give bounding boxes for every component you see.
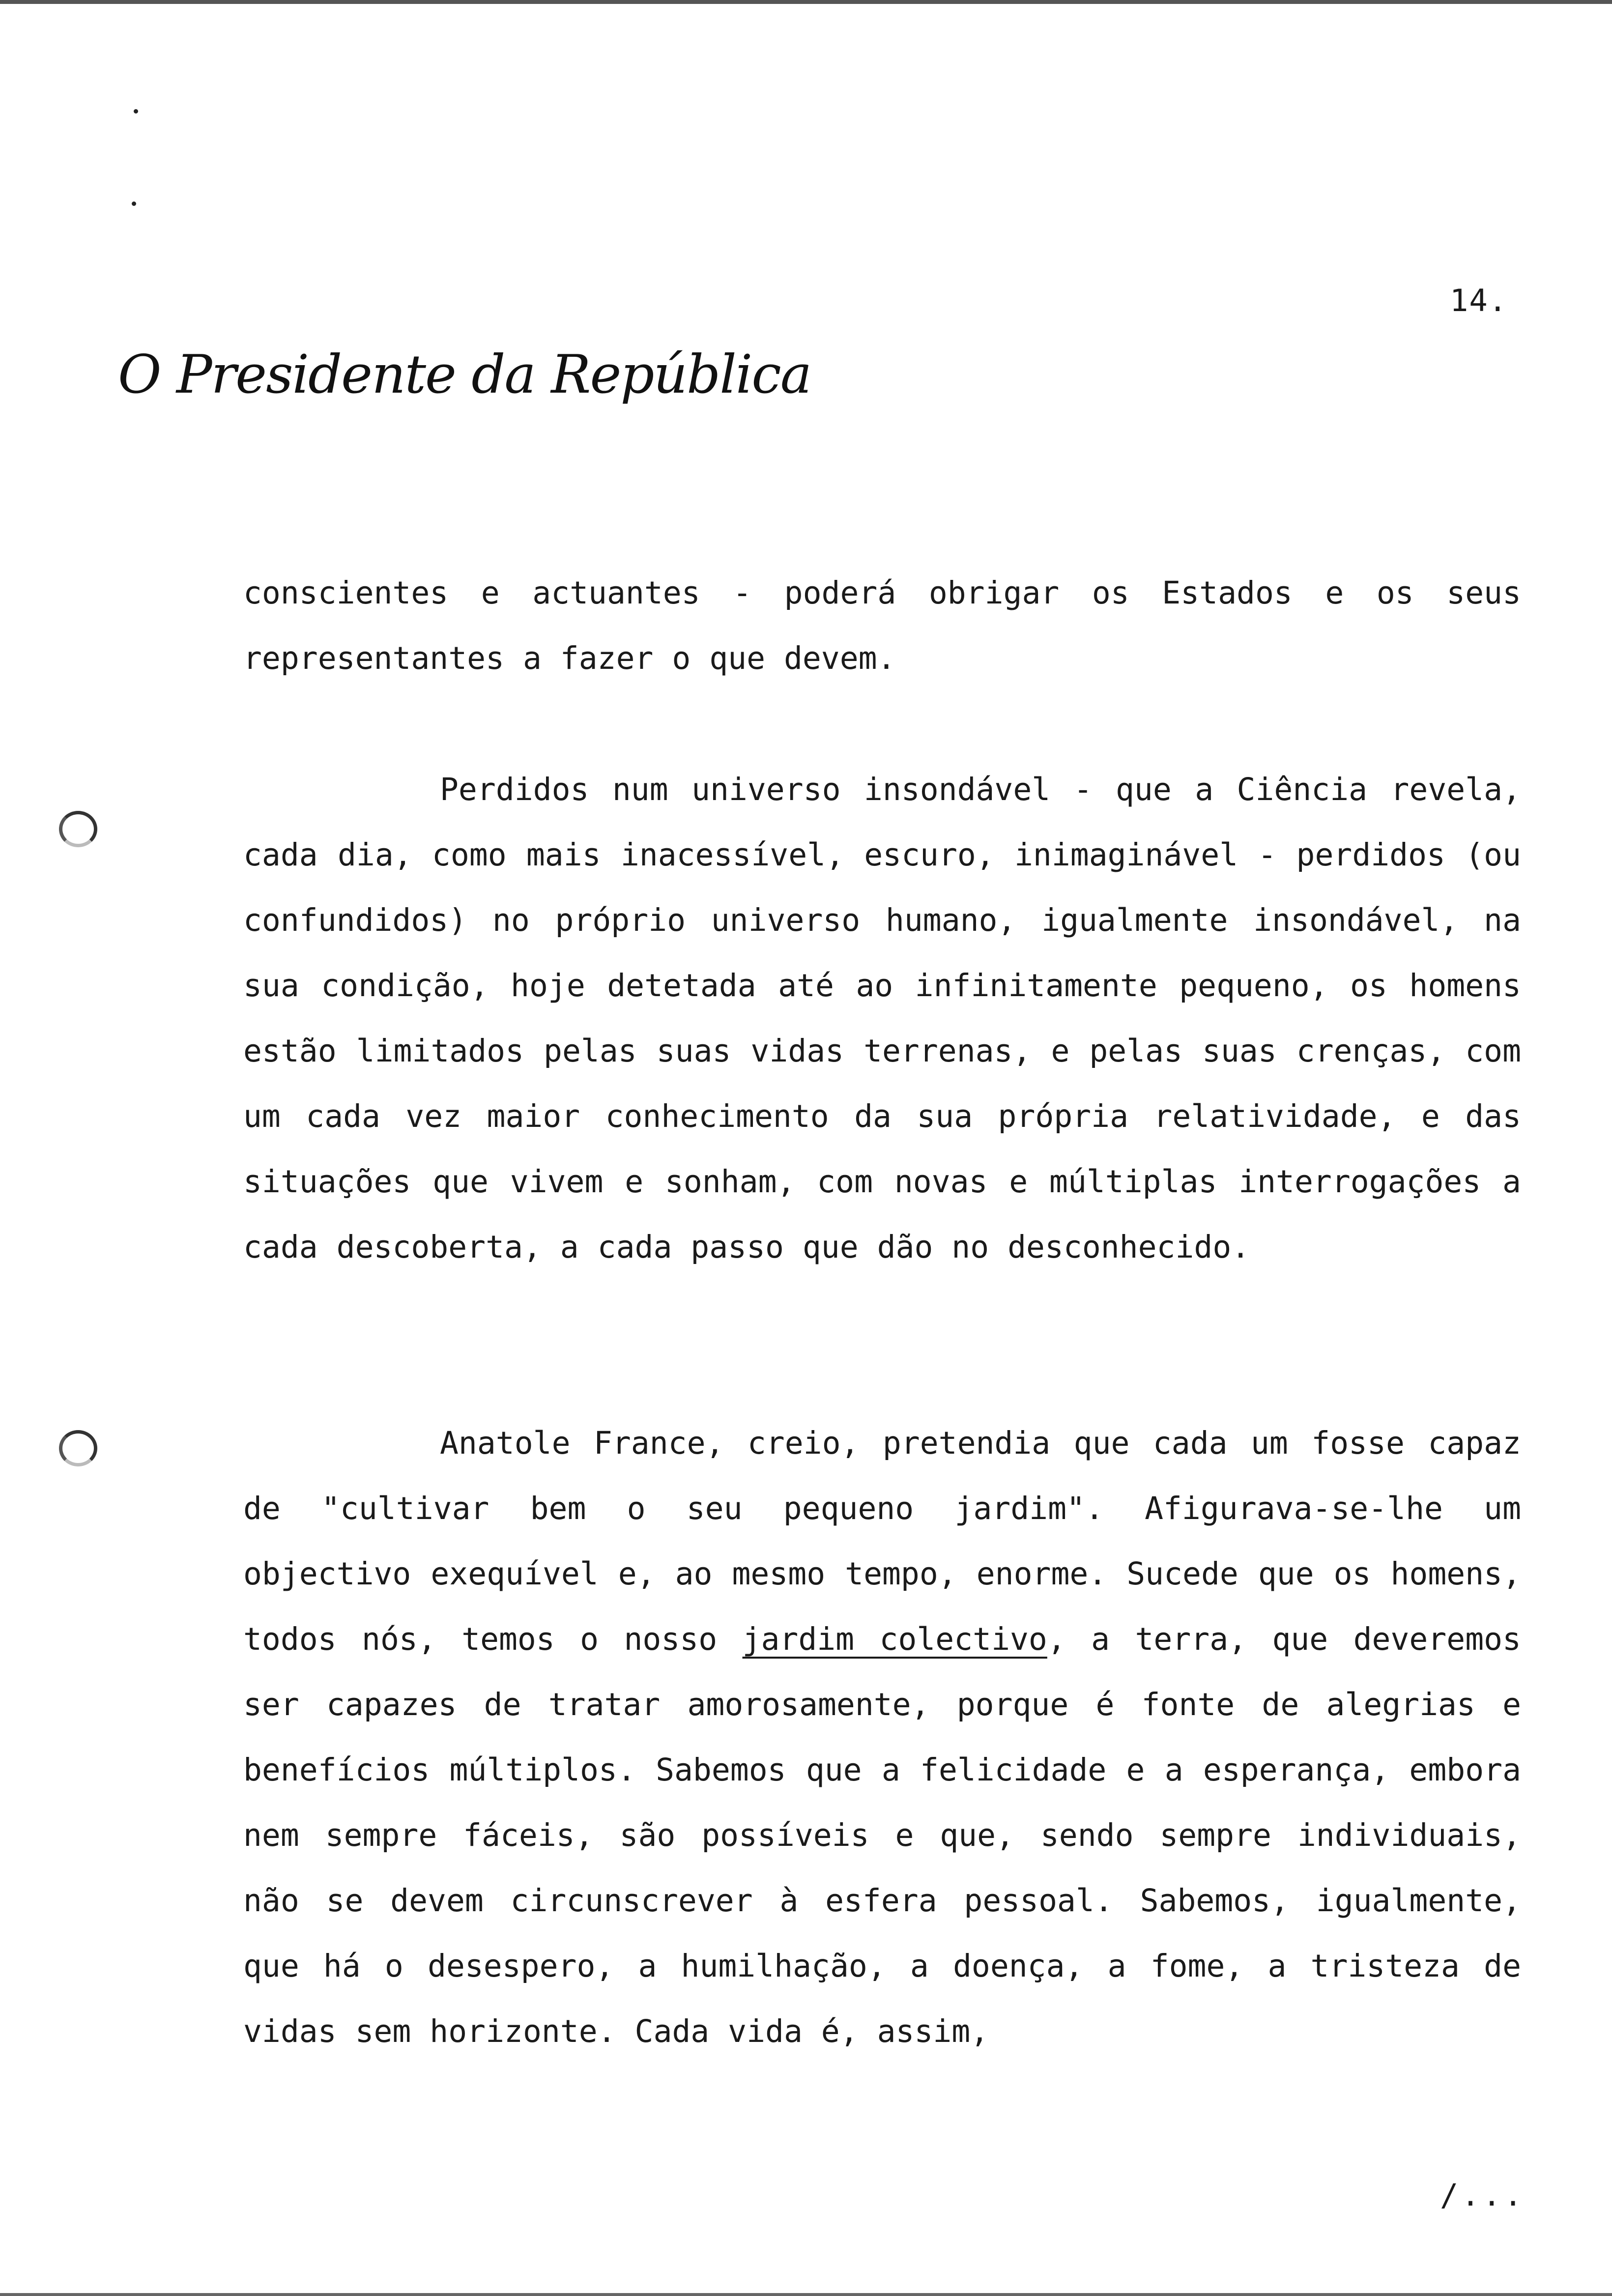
paragraph-2: Perdidos num universo insondável - que a Ciência revela, cada dia, como mais inacessível, escuro, inimaginável - perdidos (ou confundidos) no próprio universo humano, igualmente insondável, na sua condição, hoje detetada até ao infinitamente pequeno, os homens estão limitados pelas suas vidas terrenas, e pelas suas crenças, com um cada vez maior conhecimento da sua própria relatividade, e das situações que vivem e sonham, com novas e múltiplas interrogações a cada descoberta, a cada passo que dão no desconhecido.: [243, 772, 1521, 1265]
margin-dot: [132, 201, 136, 206]
underlined-phrase: jardim colectivo: [742, 1621, 1047, 1657]
page-number: 14.: [1450, 283, 1508, 318]
paragraph-3-text-end: , a terra, que deveremos ser capazes de tratar amorosamente, porque é fonte de alegrias e benefícios múltiplos. Sabemos que a felicidade e a esperança, embora nem sempre fáceis, são possíveis e que, sendo sempre individuais, não se devem circunscrever à esfera pessoal. Sabemos, igualmente, que há o desespero, a humilhação, a doença, a fome, a tristeza de vidas sem horizonte. Cada vida é, assim,: [243, 1621, 1521, 2049]
letterhead: O Presidente da República: [118, 344, 811, 405]
margin-dot: [134, 109, 138, 114]
punch-hole: [59, 1430, 97, 1466]
punch-hole: [59, 811, 97, 847]
continuation-mark: /...: [1440, 2177, 1526, 2213]
paragraph-1: conscientes e actuantes - poderá obrigar os Estados e os seus representantes a fazer o que devem.: [243, 575, 1521, 676]
scan-edge-bottom: [0, 2293, 1612, 2296]
paragraph-3-text: Anatole France, creio, pretendia que cada um fosse capaz de "cultivar bem o seu pequeno jardim". Afigurava-se-lhe um objectivo exequível e, ao mesmo tempo, enorme. Sucede que os homens, todos nós, temos o nosso: [243, 1425, 1521, 1657]
paragraph-3: [243, 1410, 1521, 2064]
scan-edge-top: [0, 0, 1612, 4]
